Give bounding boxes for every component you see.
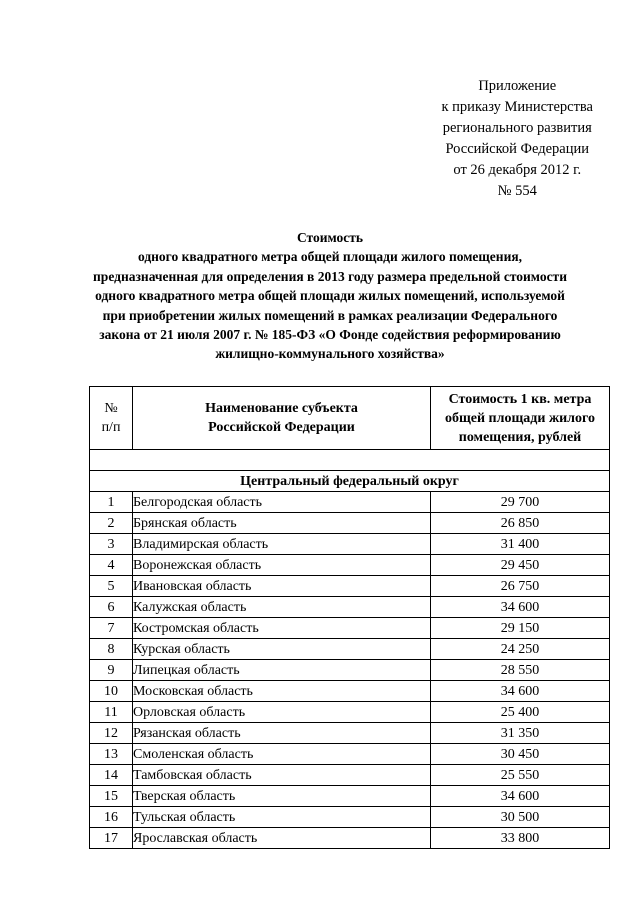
row-region-name: Тамбовская область (133, 765, 431, 786)
row-price: 34 600 (431, 597, 610, 618)
header-name-line1: Наименование субъекта (205, 401, 358, 416)
appendix-line: Приложение (478, 78, 557, 94)
row-number: 12 (90, 723, 133, 744)
row-region-name: Курская область (133, 639, 431, 660)
row-number: 13 (90, 744, 133, 765)
row-region-name: Орловская область (133, 702, 431, 723)
row-number: 1 (90, 492, 133, 513)
row-price: 30 500 (431, 807, 610, 828)
table-row (90, 576, 610, 597)
table-row (90, 660, 610, 681)
table-row (90, 597, 610, 618)
row-region-name: Тверская область (133, 786, 431, 807)
row-number: 17 (90, 828, 133, 849)
table-row (90, 534, 610, 555)
appendix-line: регионального развития (442, 120, 592, 136)
table-row (90, 618, 610, 639)
table-row (90, 639, 610, 660)
row-region-name: Тульская область (133, 807, 431, 828)
title-line: одного квадратного метра общей площади жилого помещения, (137, 249, 523, 265)
row-number: 6 (90, 597, 133, 618)
title-line: одного квадратного метра общей площади жилых помещений, используемой (95, 288, 565, 304)
row-number: 3 (90, 534, 133, 555)
appendix-line: № 554 (497, 183, 537, 199)
row-price: 31 400 (431, 534, 610, 555)
row-number: 15 (90, 786, 133, 807)
header-price-line3: помещения, рублей (458, 429, 582, 445)
row-price: 34 600 (431, 786, 610, 807)
title-line: Стоимость (296, 230, 364, 245)
row-price: 24 250 (431, 639, 610, 660)
row-price: 31 350 (431, 723, 610, 744)
document-title (60, 228, 600, 364)
table-row (90, 807, 610, 828)
table-row (90, 723, 610, 744)
row-region-name: Смоленская область (133, 744, 431, 765)
row-region-name: Брянская область (133, 513, 431, 534)
appendix-line: Российской Федерации (445, 141, 590, 157)
spacer-row (90, 450, 610, 471)
row-number: 5 (90, 576, 133, 597)
row-number: 16 (90, 807, 133, 828)
appendix-line: от 26 декабря 2012 г. (453, 162, 582, 178)
appendix-line: к приказу Министерства (441, 99, 593, 115)
table-row (90, 786, 610, 807)
header-price (431, 387, 610, 450)
header-num-line1: № (104, 401, 118, 416)
row-price: 26 850 (431, 513, 610, 534)
row-region-name: Липецкая область (133, 660, 431, 681)
table-row (90, 765, 610, 786)
row-region-name: Костромская область (133, 618, 431, 639)
row-price: 33 800 (431, 828, 610, 849)
row-number: 10 (90, 681, 133, 702)
row-region-name: Воронежская область (133, 555, 431, 576)
row-region-name: Белгородская область (133, 492, 431, 513)
row-region-name: Владимирская область (133, 534, 431, 555)
title-line: предназначенная для определения в 2013 году размера предельной стоимости (93, 268, 567, 284)
row-number: 14 (90, 765, 133, 786)
row-number: 7 (90, 618, 133, 639)
row-region-name: Ярославская область (133, 828, 431, 849)
row-price: 34 600 (431, 681, 610, 702)
header-price-line1: Стоимость 1 кв. метра (448, 391, 592, 407)
row-region-name: Калужская область (133, 597, 431, 618)
row-price: 25 550 (431, 765, 610, 786)
table-row (90, 492, 610, 513)
row-number: 4 (90, 555, 133, 576)
title-line: закона от 21 июля 2007 г. № 185-ФЗ «О Фонде содействия реформированию (99, 327, 561, 343)
row-price: 28 550 (431, 660, 610, 681)
header-name (133, 387, 431, 450)
header-name-line2: Российской Федерации (208, 420, 355, 435)
row-price: 30 450 (431, 744, 610, 765)
row-number: 9 (90, 660, 133, 681)
row-price: 29 450 (431, 555, 610, 576)
row-number: 8 (90, 639, 133, 660)
title-line: при приобретении жилых помещений в рамках реализации Федерального (102, 307, 558, 323)
title-line: жилищно-коммунального хозяйства» (215, 346, 445, 362)
table-row (90, 744, 610, 765)
row-number: 2 (90, 513, 133, 534)
row-region-name: Московская область (133, 681, 431, 702)
header-num-line2: п/п (101, 420, 121, 435)
row-price: 29 700 (431, 492, 610, 513)
row-price: 29 150 (431, 618, 610, 639)
table-header-row (90, 387, 610, 450)
price-table (89, 386, 610, 849)
table-row (90, 555, 610, 576)
table-row (90, 828, 610, 849)
row-number: 11 (90, 702, 133, 723)
row-price: 26 750 (431, 576, 610, 597)
table-row (90, 513, 610, 534)
table-row (90, 681, 610, 702)
header-num (90, 387, 133, 450)
header-price-line2: общей площади жилого (444, 410, 596, 426)
section-title: Центральный федеральный округ (90, 471, 610, 492)
row-region-name: Рязанская область (133, 723, 431, 744)
row-region-name: Ивановская область (133, 576, 431, 597)
section-row (90, 471, 610, 492)
appendix-block (442, 76, 594, 202)
table-row (90, 702, 610, 723)
row-price: 25 400 (431, 702, 610, 723)
